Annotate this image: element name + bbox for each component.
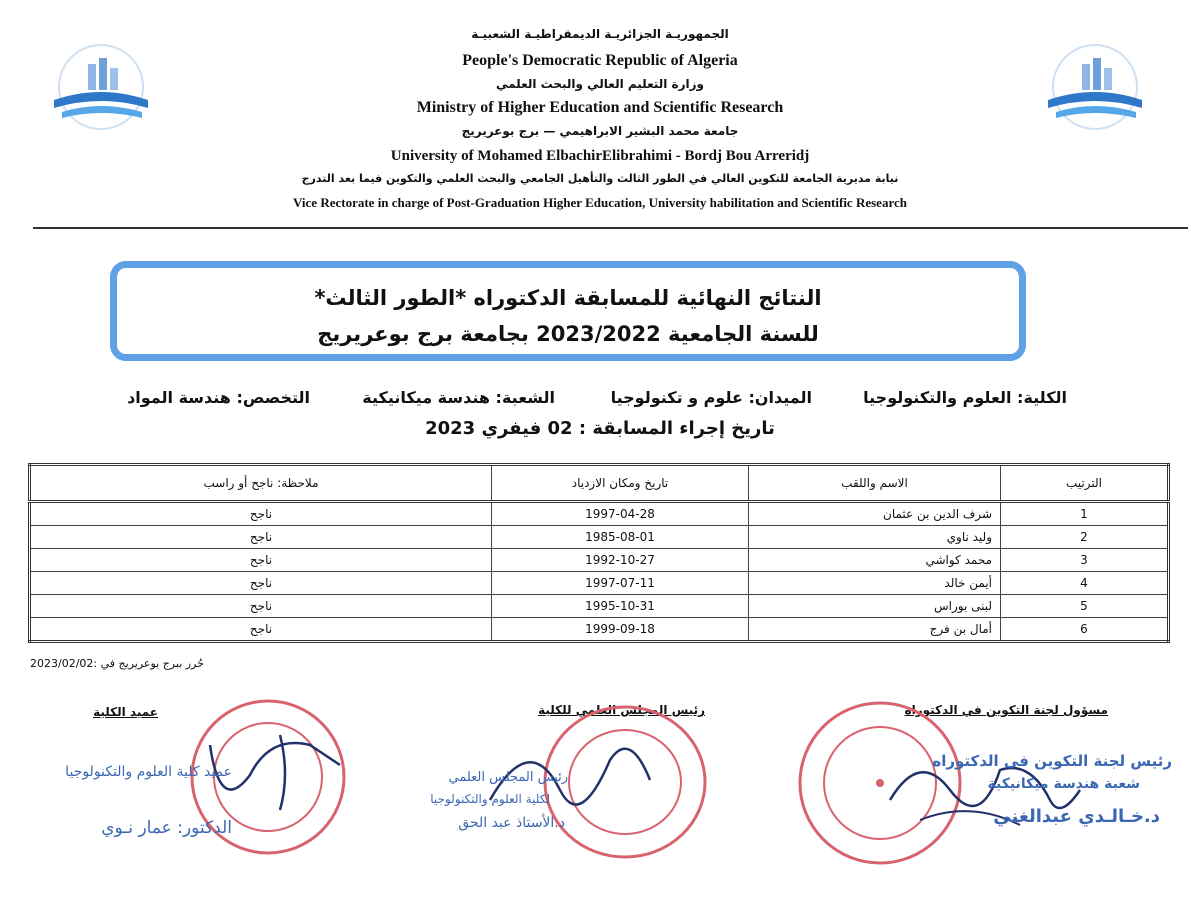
- cell-name: لبنى بوراس: [749, 595, 1001, 618]
- dean-title: عميد الكلية: [93, 705, 158, 719]
- cell-birth: 1997-04-28: [492, 502, 749, 526]
- ministry-arabic: وزارة التعليم العالي والبحث العلمي: [495, 77, 705, 91]
- column-header-name: الاسم واللقب: [749, 465, 1001, 502]
- cell-name: وليد ناوي: [749, 526, 1001, 549]
- cell-name: شرف الدين بن عثمان: [749, 502, 1001, 526]
- scientific-council-title: رئيس المجلس العلمي للكلية: [538, 703, 705, 717]
- university-english: University of Mohamed ElbachirElibrahimi - Bordj Bou Arreridj: [390, 148, 810, 164]
- cell-note: ناجح: [30, 502, 492, 526]
- cell-note: ناجح: [30, 595, 492, 618]
- table-row: [30, 572, 1169, 595]
- cell-birth: 1985-08-01: [492, 526, 749, 549]
- university-logo-left: [46, 42, 156, 137]
- cell-note: ناجح: [30, 549, 492, 572]
- dean-stamp-line2: الدكتور: عمار نـوي: [101, 818, 232, 838]
- vice-rectorate-arabic: نيابة مديرية الجامعة للتكوين العالي في الطور الثالث والتأهيل الجامعي والبحث العلمي والتكوين فيما بعد التدرج: [301, 172, 899, 185]
- ministry-english: Ministry of Higher Education and Scientific Research: [416, 99, 784, 116]
- university-logo-right: [1040, 42, 1150, 137]
- cell-name: أيمن خالد: [749, 572, 1001, 595]
- cell-note: ناجح: [30, 526, 492, 549]
- cell-name: أمال بن فرج: [749, 618, 1001, 642]
- cell-rank: 6: [1001, 618, 1169, 642]
- cell-rank: 4: [1001, 572, 1169, 595]
- cell-name: محمد كواشي: [749, 549, 1001, 572]
- column-header-birth: تاريخ ومكان الازدياد: [492, 465, 749, 502]
- cell-birth: 1999-09-18: [492, 618, 749, 642]
- branch-label: الشعبة: هندسة ميكانيكية: [362, 388, 555, 407]
- republic-english: People's Democratic Republic of Algeria: [462, 52, 738, 69]
- academic-year-line: للسنة الجامعية 2023/2022 بجامعة برج بوعريريج: [317, 322, 819, 346]
- cell-birth: 1995-10-31: [492, 595, 749, 618]
- republic-arabic: الجمهوريـة الجزائريـة الديمقراطيـة الشعبيـة: [471, 27, 729, 41]
- table-row: [30, 526, 1169, 549]
- cell-rank: 1: [1001, 502, 1169, 526]
- university-arabic: جامعة محمد البشير الابراهيمي — برج بوعريريج: [461, 124, 739, 138]
- table-row: [30, 618, 1169, 642]
- domain-label: الميدان: علوم و تكنولوجيا: [610, 388, 812, 407]
- table-row: [30, 549, 1169, 572]
- training-stamp-line1: رئيس لجنة التكوين في الدكتوراه: [932, 752, 1172, 770]
- header-divider: [33, 227, 1188, 229]
- results-title-box: [110, 261, 1026, 361]
- cell-birth: 1997-07-11: [492, 572, 749, 595]
- training-committee-title: مسؤول لجنة التكوين في الدكتوراه: [904, 703, 1108, 717]
- cell-note: ناجح: [30, 618, 492, 642]
- column-header-rank: الترتيب: [1001, 465, 1169, 502]
- vice-rectorate-english: Vice Rectorate in charge of Post-Graduation Higher Education, University habilitation and Scientific Research: [293, 195, 907, 210]
- cell-birth: 1992-10-27: [492, 549, 749, 572]
- council-stamp-line2: لكلية العلوم والتكنولوجيا: [430, 792, 550, 806]
- faculty-label: الكلية: العلوم والتكنولوجيا: [863, 388, 1067, 407]
- dean-stamp-line1: عميد كلية العلوم والتكنولوجيا: [65, 764, 232, 780]
- cell-rank: 2: [1001, 526, 1169, 549]
- table-row: [30, 502, 1169, 526]
- table-row: [30, 595, 1169, 618]
- results-table: [28, 463, 1170, 643]
- exam-date: تاريخ إجراء المسابقة : 02 فيفري 2023: [425, 418, 775, 439]
- training-stamp-line3: د.خـالـدي عبدالغني: [993, 806, 1160, 827]
- results-title: النتائج النهائية للمسابقة الدكتوراه *الطور الثالث*: [314, 286, 822, 310]
- column-header-note: ملاحظة: ناجح أو راسب: [30, 465, 492, 502]
- training-stamp-line2: شعبة هندسة ميكانيكية: [987, 776, 1140, 792]
- specialty-label: التخصص: هندسة المواد: [127, 388, 310, 407]
- table-header-row: [30, 465, 1169, 502]
- cell-note: ناجح: [30, 572, 492, 595]
- cell-rank: 5: [1001, 595, 1169, 618]
- cell-rank: 3: [1001, 549, 1169, 572]
- council-stamp-line3: د.الأستاذ عبد الحق: [458, 815, 565, 831]
- council-stamp-line1: رئيس المجلس العلمي: [448, 770, 568, 785]
- place-and-date: حُرر ببرج بوعريريج في :2023/02/02: [30, 657, 204, 670]
